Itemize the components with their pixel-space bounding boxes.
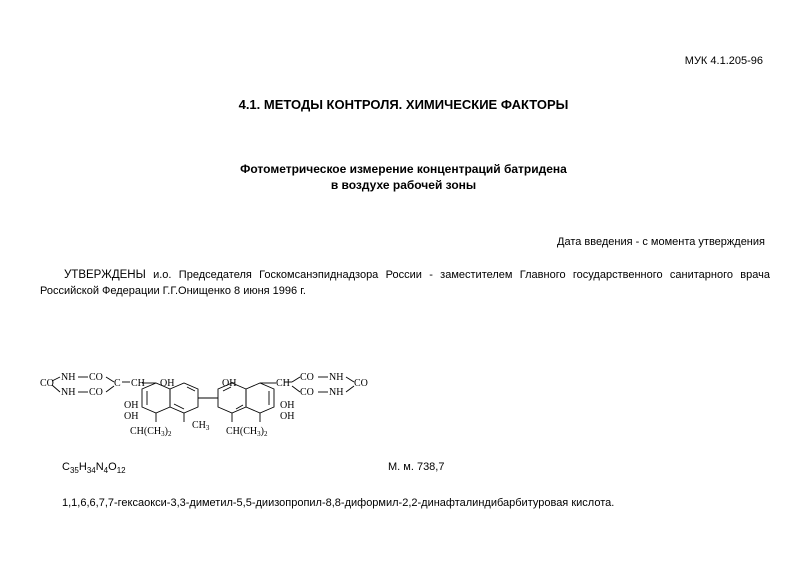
atom-label-c: C: [114, 378, 121, 389]
atom-label-oh: OH: [280, 400, 295, 411]
document-title-line-2: в воздухе рабочей зоны: [330, 178, 477, 192]
atom-label-ch: CH: [131, 378, 145, 389]
atom-label-co: CO: [40, 378, 54, 389]
atom-label-ch: CH: [276, 378, 290, 389]
section-title: 4.1. МЕТОДЫ КОНТРОЛЯ. ХИМИЧЕСКИЕ ФАКТОРЫ: [238, 97, 569, 112]
document-title: [0, 161, 807, 193]
introduction-date: Дата введения - с момента утверждения: [557, 236, 765, 248]
atom-label-nh: NH: [329, 387, 344, 398]
structure-atom-labels: [40, 372, 368, 438]
document-code: МУК 4.1.205-96: [684, 55, 763, 67]
approval-lead: УТВЕРЖДЕНЫ: [64, 269, 146, 281]
atom-label-co: CO: [89, 372, 103, 383]
structure-bonds: [52, 377, 354, 422]
atom-label-co: CO: [89, 387, 103, 398]
atom-label-nh: NH: [61, 387, 76, 398]
molecular-mass: М. м. 738,7: [388, 461, 445, 473]
document-title-line-1: Фотометрическое измерение концентраций батридена: [240, 162, 567, 176]
chemical-name: 1,1,6,6,7,7-гексаокси-3,3-диметил-5,5-диизопропил-8,8-диформил-2,2-динафталиндибарбитуровая кислота.: [62, 497, 615, 509]
atom-label-oh: OH: [124, 411, 139, 422]
atom-label-oh: OH: [222, 378, 237, 389]
atom-label-isopropyl: $CH(CH_3)_2$: [226, 426, 268, 438]
atom-label-nh: NH: [61, 372, 76, 383]
atom-label-co: CO: [300, 387, 314, 398]
approval-text: и.о. Председателя Госкомсанэпиднадзора России - заместителем Главного государственного санитарного врача Российской Федерации Г.Г.Онищенко 8 июня 1996 г.: [40, 269, 770, 297]
atom-label-oh: OH: [124, 400, 139, 411]
structural-formula: [30, 362, 370, 450]
approval-paragraph: [40, 267, 770, 299]
atom-label-oh: OH: [160, 378, 175, 389]
atom-label-co: CO: [300, 372, 314, 383]
atom-label-isopropyl: $CH(CH_3)_2$: [130, 426, 172, 438]
atom-label-methyl: $CH_3$: [192, 420, 210, 432]
atom-label-nh: NH: [329, 372, 344, 383]
atom-label-co: CO: [354, 378, 368, 389]
atom-label-oh: OH: [280, 411, 295, 422]
molecular-formula: $C_{35}H_{34}N_4O_{12}$: [62, 461, 126, 475]
